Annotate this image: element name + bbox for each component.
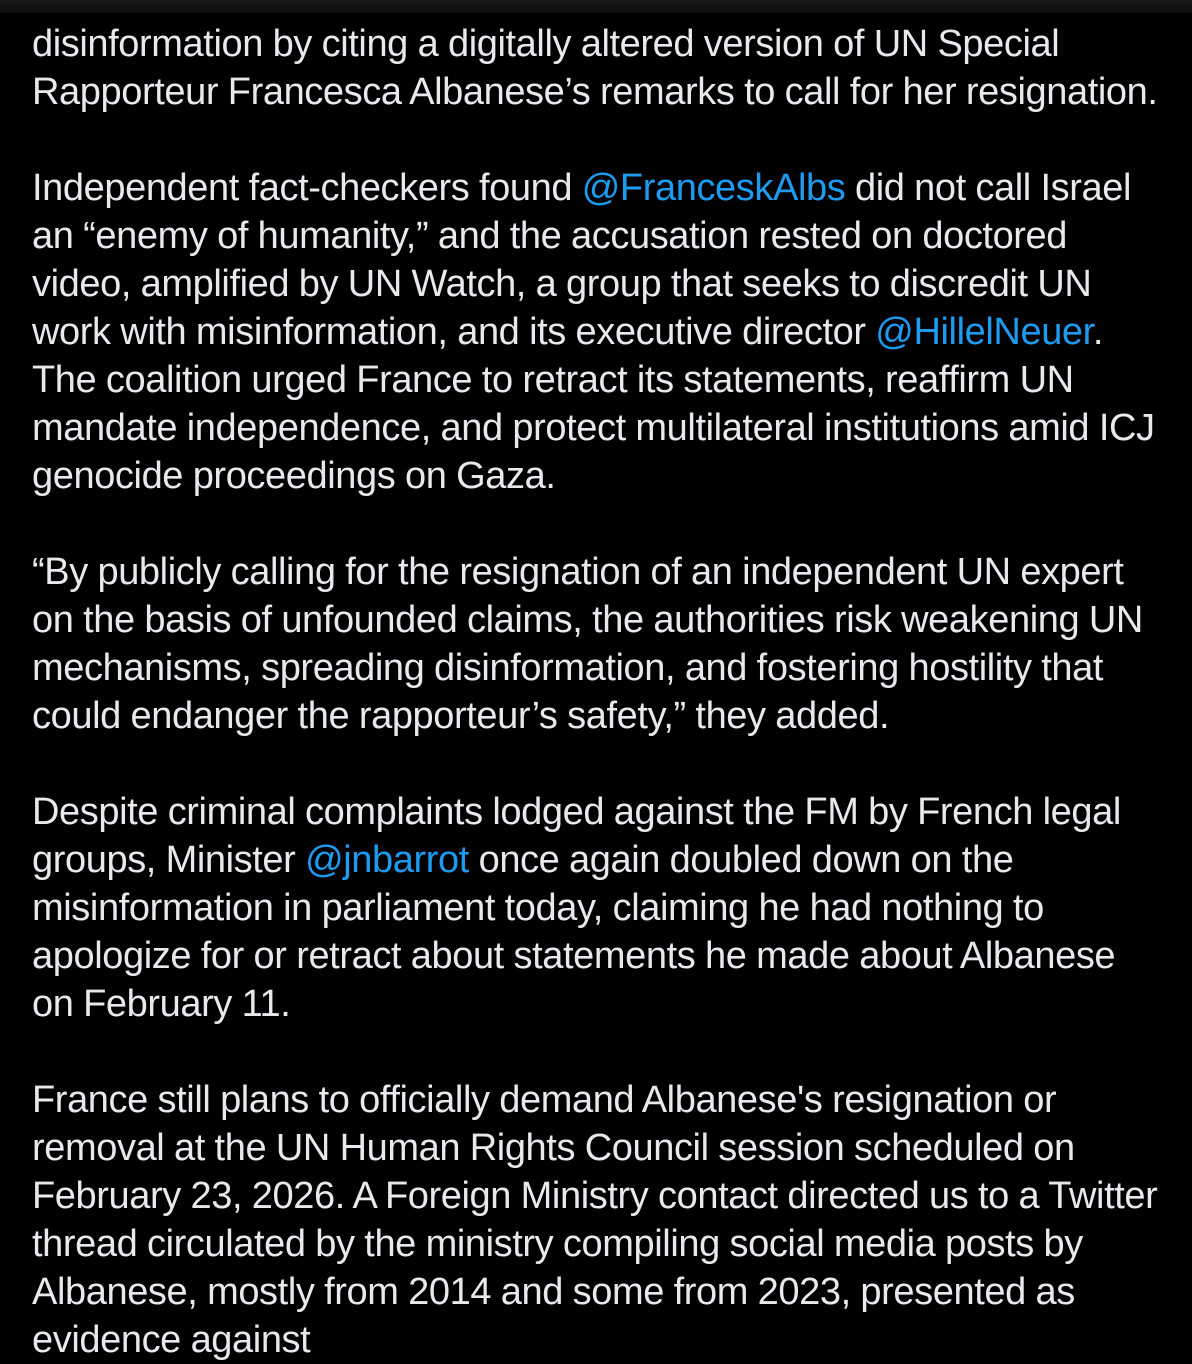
post-paragraph: France still plans to officially demand Albanese's resignation or removal at the UN Human Rights Council session scheduled on February 23, 2026. A Foreign Ministry contact directed us to a Twitter thread circulated by the ministry compiling social media posts by Albanese, mostly from 2014 and some from 2023, presented as evidence against — [32, 1079, 1158, 1361]
post-paragraph: “By publicly calling for the resignation of an independent UN expert on the basis of unfounded claims, the authorities risk weakening UN mechanisms, spreading disinformation, and fostering hostility that could endanger the rapporteur’s safety,” they added. — [32, 551, 1143, 737]
post-paragraph: disinformation by citing a digitally altered version of UN Special Rapporteur Francesca Albanese’s remarks to call for her resignation. — [32, 23, 1158, 113]
mention-link-hillelneuer[interactable]: @HillelNeuer — [875, 311, 1093, 353]
cropped-ui-top-edge — [0, 0, 1192, 13]
post-body-text — [0, 13, 1192, 1364]
post-paragraph: Independent fact-checkers found @FranceskAlbs did not call Israel an “enemy of humanity,” and the accusation rested on doctored video, amplified by UN Watch, a group that seeks to discredit UN work with misinformation, and its executive director @HillelNeuer. The coalition urged France to retract its statements, reaffirm UN mandate independence, and protect multilateral institutions amid ICJ genocide proceedings on Gaza. — [32, 167, 1155, 497]
post-paragraph: Despite criminal complaints lodged against the FM by French legal groups, Minister @jnbarrot once again doubled down on the misinformation in parliament today, claiming he had nothing to apologize for or retract about statements he made about Albanese on February 11. — [32, 791, 1121, 1025]
mention-link-jnbarrot[interactable]: @jnbarrot — [305, 839, 469, 881]
mention-link-franceskalbs[interactable]: @FranceskAlbs — [581, 167, 846, 209]
